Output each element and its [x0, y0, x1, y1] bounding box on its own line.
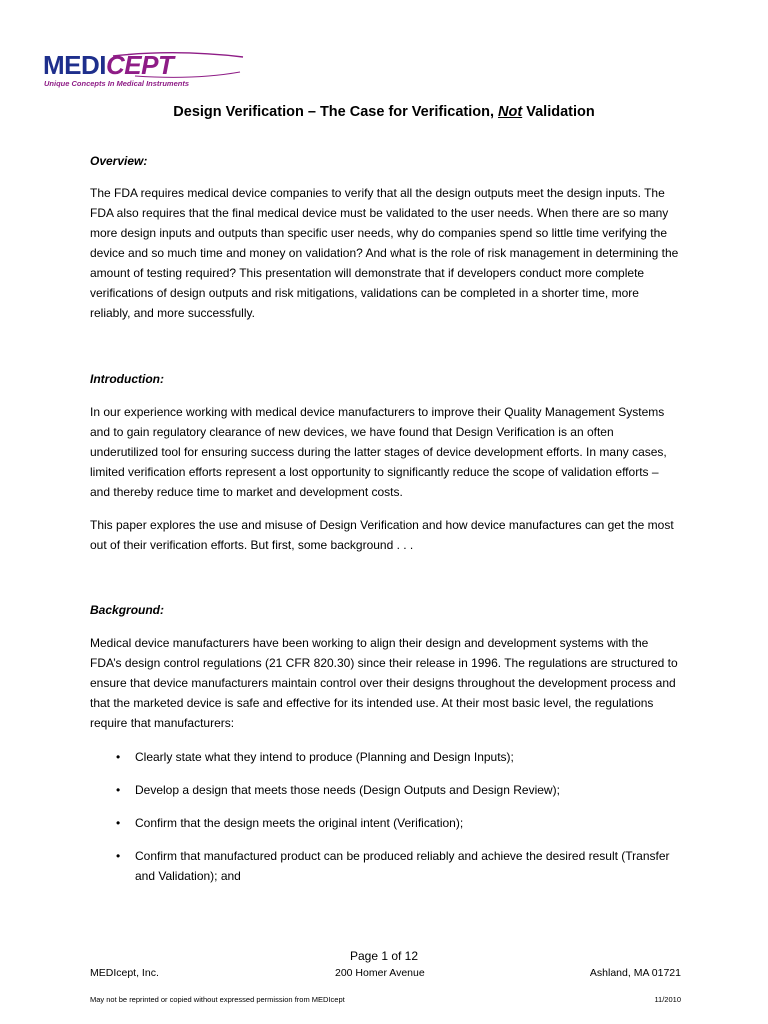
logo-tagline: Unique Concepts In Medical Instruments — [44, 79, 190, 88]
logo-cept-text: CEPT — [106, 50, 174, 80]
list-item — [90, 846, 680, 886]
title-text-end: Validation — [522, 104, 595, 120]
list-item-text: Clearly state what they intend to produce (Planning and Design Inputs); — [135, 750, 514, 764]
logo-wordmark — [43, 52, 173, 78]
list-item-text: Confirm that manufactured product can be produced reliably and achieve the desired result (Transfer and Validation); and — [135, 849, 670, 883]
introduction-paragraph-1: In our experience working with medical device manufacturers to improve their Quality Management Systems and to gain regulatory clearance of new devices, we have found that Design Verification is an often underutilized tool for ensuring success during the latter stages of device development efforts. In many cases, limited verification efforts represent a lost opportunity to significantly reduce the scope of validation efforts – and thereby reduce time to market and development costs. — [90, 405, 667, 499]
bullet-icon: • — [116, 849, 121, 863]
copyright-notice: May not be reprinted or copied without expressed permission from MEDIcept — [90, 995, 345, 1004]
medicept-logo — [43, 52, 213, 92]
introduction-paragraph-2: This paper explores the use and misuse of Design Verification and how device manufactures can get the most out of their verification efforts. But first, some background . . . — [90, 518, 674, 552]
list-item — [90, 813, 680, 833]
introduction-heading: Introduction: — [90, 372, 164, 386]
footer-city: Ashland, MA 01721 — [589, 967, 681, 979]
title-text-start: Design Verification – The Case for Verification, — [173, 104, 499, 120]
background-heading: Background: — [90, 603, 165, 617]
footer-address: 200 Homer Avenue — [335, 967, 425, 979]
background-paragraph: Medical device manufacturers have been working to align their design and development systems with the FDA’s design control regulations (21 CFR 820.30) since their release in 1996. The regulations are structured to ensure that device manufacturers maintain control over their designs throughout the development process and that the marketed device is safe and effective for its intended use. At their most basic level, the regulations require that manufacturers: — [90, 636, 678, 730]
bullet-icon: • — [116, 750, 121, 764]
footer-company: MEDIcept, Inc. — [90, 967, 159, 979]
list-item — [90, 780, 680, 800]
logo-medi-text: MEDI — [43, 50, 106, 80]
page-number: Page 1 of 12 — [349, 949, 419, 963]
document-title — [0, 102, 768, 122]
overview-paragraph: The FDA requires medical device companies to verify that all the design outputs meet the design inputs. The FDA also requires that the final medical device must be validated to the user needs. When there are so many more design inputs and outputs than specific user needs, why do companies spend so little time verifying the device and so much time and money on validation? And what is the role of risk management in determining the amount of testing required? This presentation will demonstrate that if developers conduct more complete verifications of design outputs and risk mitigations, validations can be completed in a shorter time, more reliably, and more successfully. — [90, 186, 679, 320]
bullet-icon: • — [116, 783, 121, 797]
list-item-text: Confirm that the design meets the original intent (Verification); — [135, 816, 464, 830]
title-emphasis: Not — [498, 104, 523, 120]
list-item-text: Develop a design that meets those needs (Design Outputs and Design Review); — [135, 783, 560, 797]
bullet-icon: • — [116, 816, 121, 830]
footer-date: 11/2010 — [654, 995, 681, 1004]
list-item — [90, 747, 680, 767]
requirements-list — [90, 747, 680, 886]
overview-heading: Overview: — [90, 154, 148, 168]
